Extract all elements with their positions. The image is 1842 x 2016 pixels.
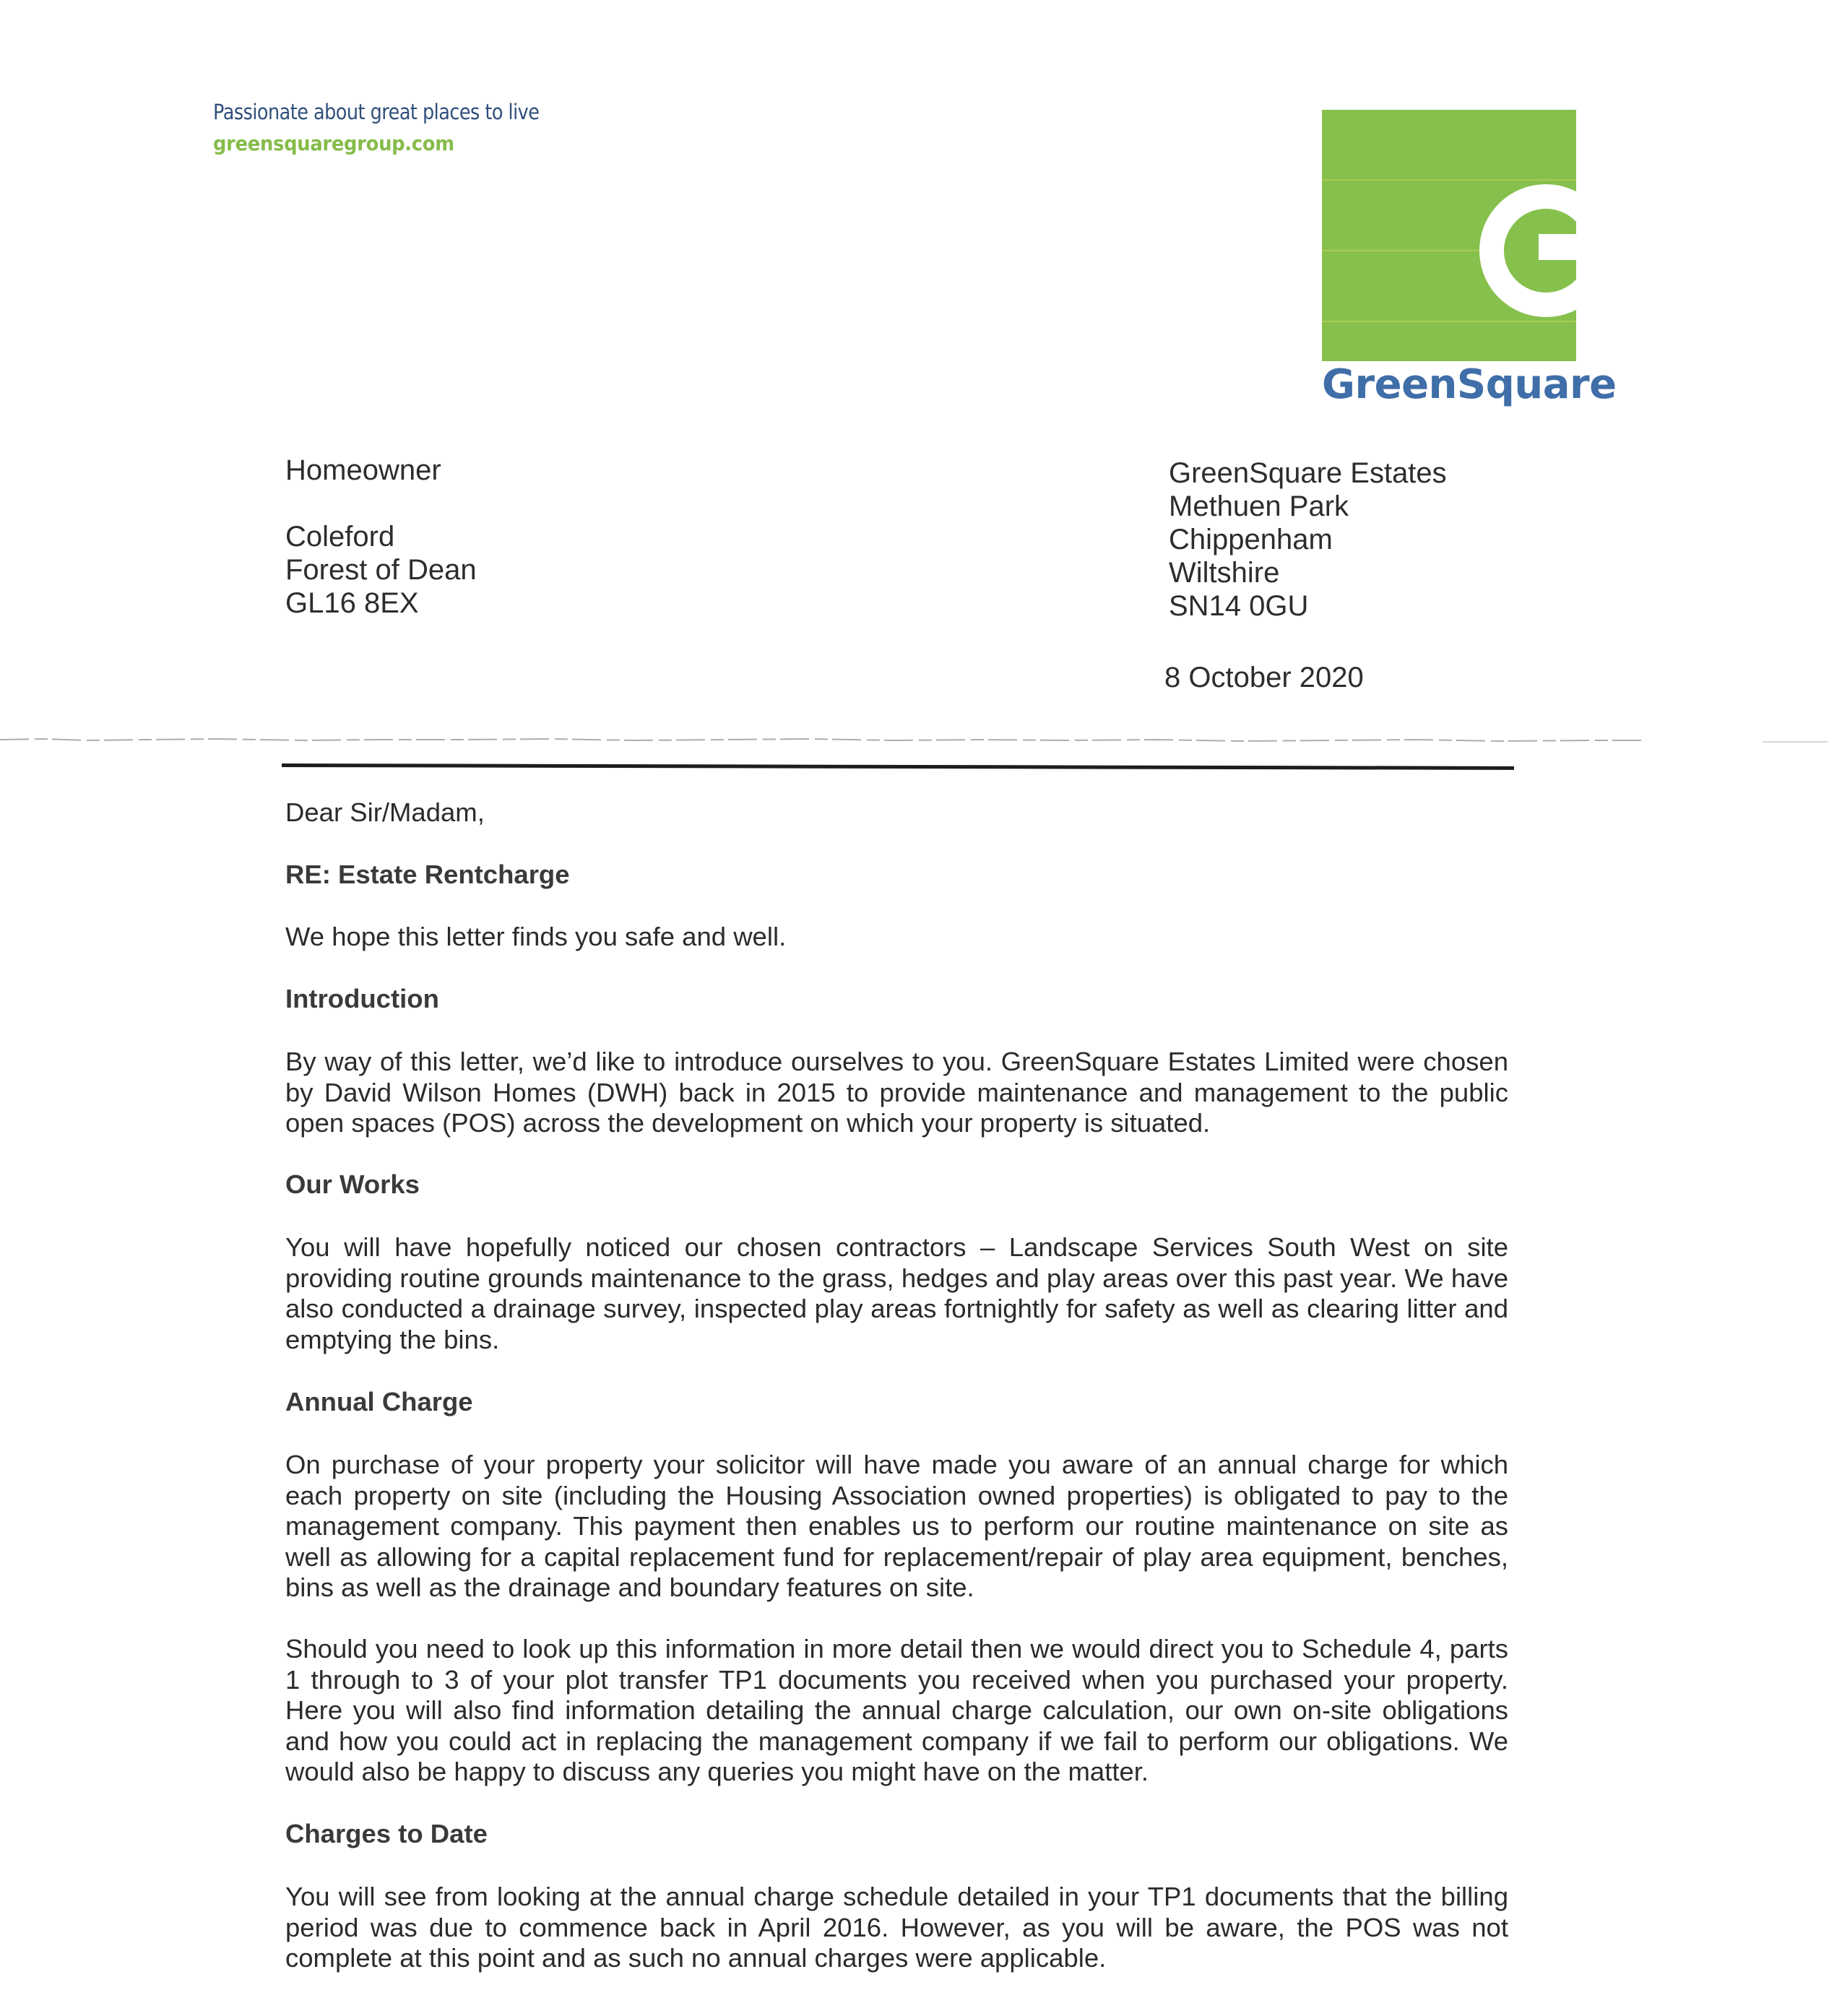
sender-address [1169, 457, 1447, 623]
sender-address-line: SN14 0GU [1169, 590, 1309, 622]
company-wordmark: GreenSquare [1322, 361, 1617, 408]
paragraph-introduction: By way of this letter, we’d like to introduce ourselves to you. GreenSquare Estates Limited were chosen by David Wilson Homes (DWH) back in 2015 to provide maintenance and management to the public open spaces (POS) across the development on which your property is situated. [285, 1047, 1508, 1138]
company-website: greensquaregroup.com [213, 131, 454, 155]
recipient-address-line: Forest of Dean [285, 554, 477, 586]
letter-subject: RE: Estate Rentcharge [285, 860, 570, 889]
greensquare-g-logo-icon [1322, 110, 1576, 361]
paper-fold-crease [0, 735, 1842, 744]
section-heading-annual-charge: Annual Charge [285, 1387, 473, 1416]
recipient-address [285, 454, 477, 620]
opening-line: We hope this letter finds you safe and well. [285, 922, 787, 951]
recipient-address-line: Coleford [285, 521, 395, 553]
salutation: Dear Sir/Madam, [285, 797, 485, 827]
sender-address-line: Chippenham [1169, 524, 1333, 555]
section-heading-our-works: Our Works [285, 1169, 420, 1199]
recipient-name: Homeowner [285, 454, 441, 486]
address-gap [285, 487, 477, 520]
section-heading-charges-to-date: Charges to Date [285, 1819, 488, 1848]
paragraph-annual-charge-1: On purchase of your property your solicitor will have made you aware of an annual charge for which each property on site (including the Housing Association owned properties) is obligated to pay to the management company. This payment then enables us to perform our routine maintenance on site as well as allowing for a capital replacement fund for replacement/repair of play area equipment, benches, bins as well as the drainage and boundary features on site. [285, 1450, 1508, 1602]
paragraph-charges-to-date: You will see from looking at the annual charge schedule detailed in your TP1 documents that the billing period was due to commence back in April 2016. However, as you will be aware, the POS was not complete at this point and as such no annual charges were applicable. [285, 1882, 1508, 1973]
header-divider [282, 763, 1514, 770]
company-tagline: Passionate about great places to live [213, 100, 540, 124]
section-heading-introduction: Introduction [285, 984, 439, 1013]
recipient-address-line: GL16 8EX [285, 587, 419, 619]
sender-address-line: Methuen Park [1169, 490, 1349, 522]
paragraph-our-works: You will have hopefully noticed our chosen contractors – Landscape Services South West on site providing routine grounds maintenance to the grass, hedges and play areas over this past year. We have also conducted a drainage survey, inspected play areas fortnightly for safety as well as clearing litter and emptying the bins. [285, 1232, 1508, 1354]
letter-date: 8 October 2020 [1164, 662, 1364, 693]
logo-g-mark [1322, 110, 1576, 361]
paragraph-annual-charge-2: Should you need to look up this information in more detail then we would direct you to Schedule 4, parts 1 through to 3 of your plot transfer TP1 documents you received when you purchased your property. Here you will also find information detailing the annual charge calculation, our own on-site obligations and how you could act in replacing the management company if we fail to perform our obligations. We would also be happy to discuss any queries you might have on the matter. [285, 1634, 1508, 1786]
sender-address-line: GreenSquare Estates [1169, 457, 1447, 489]
sender-address-line: Wiltshire [1169, 557, 1280, 589]
